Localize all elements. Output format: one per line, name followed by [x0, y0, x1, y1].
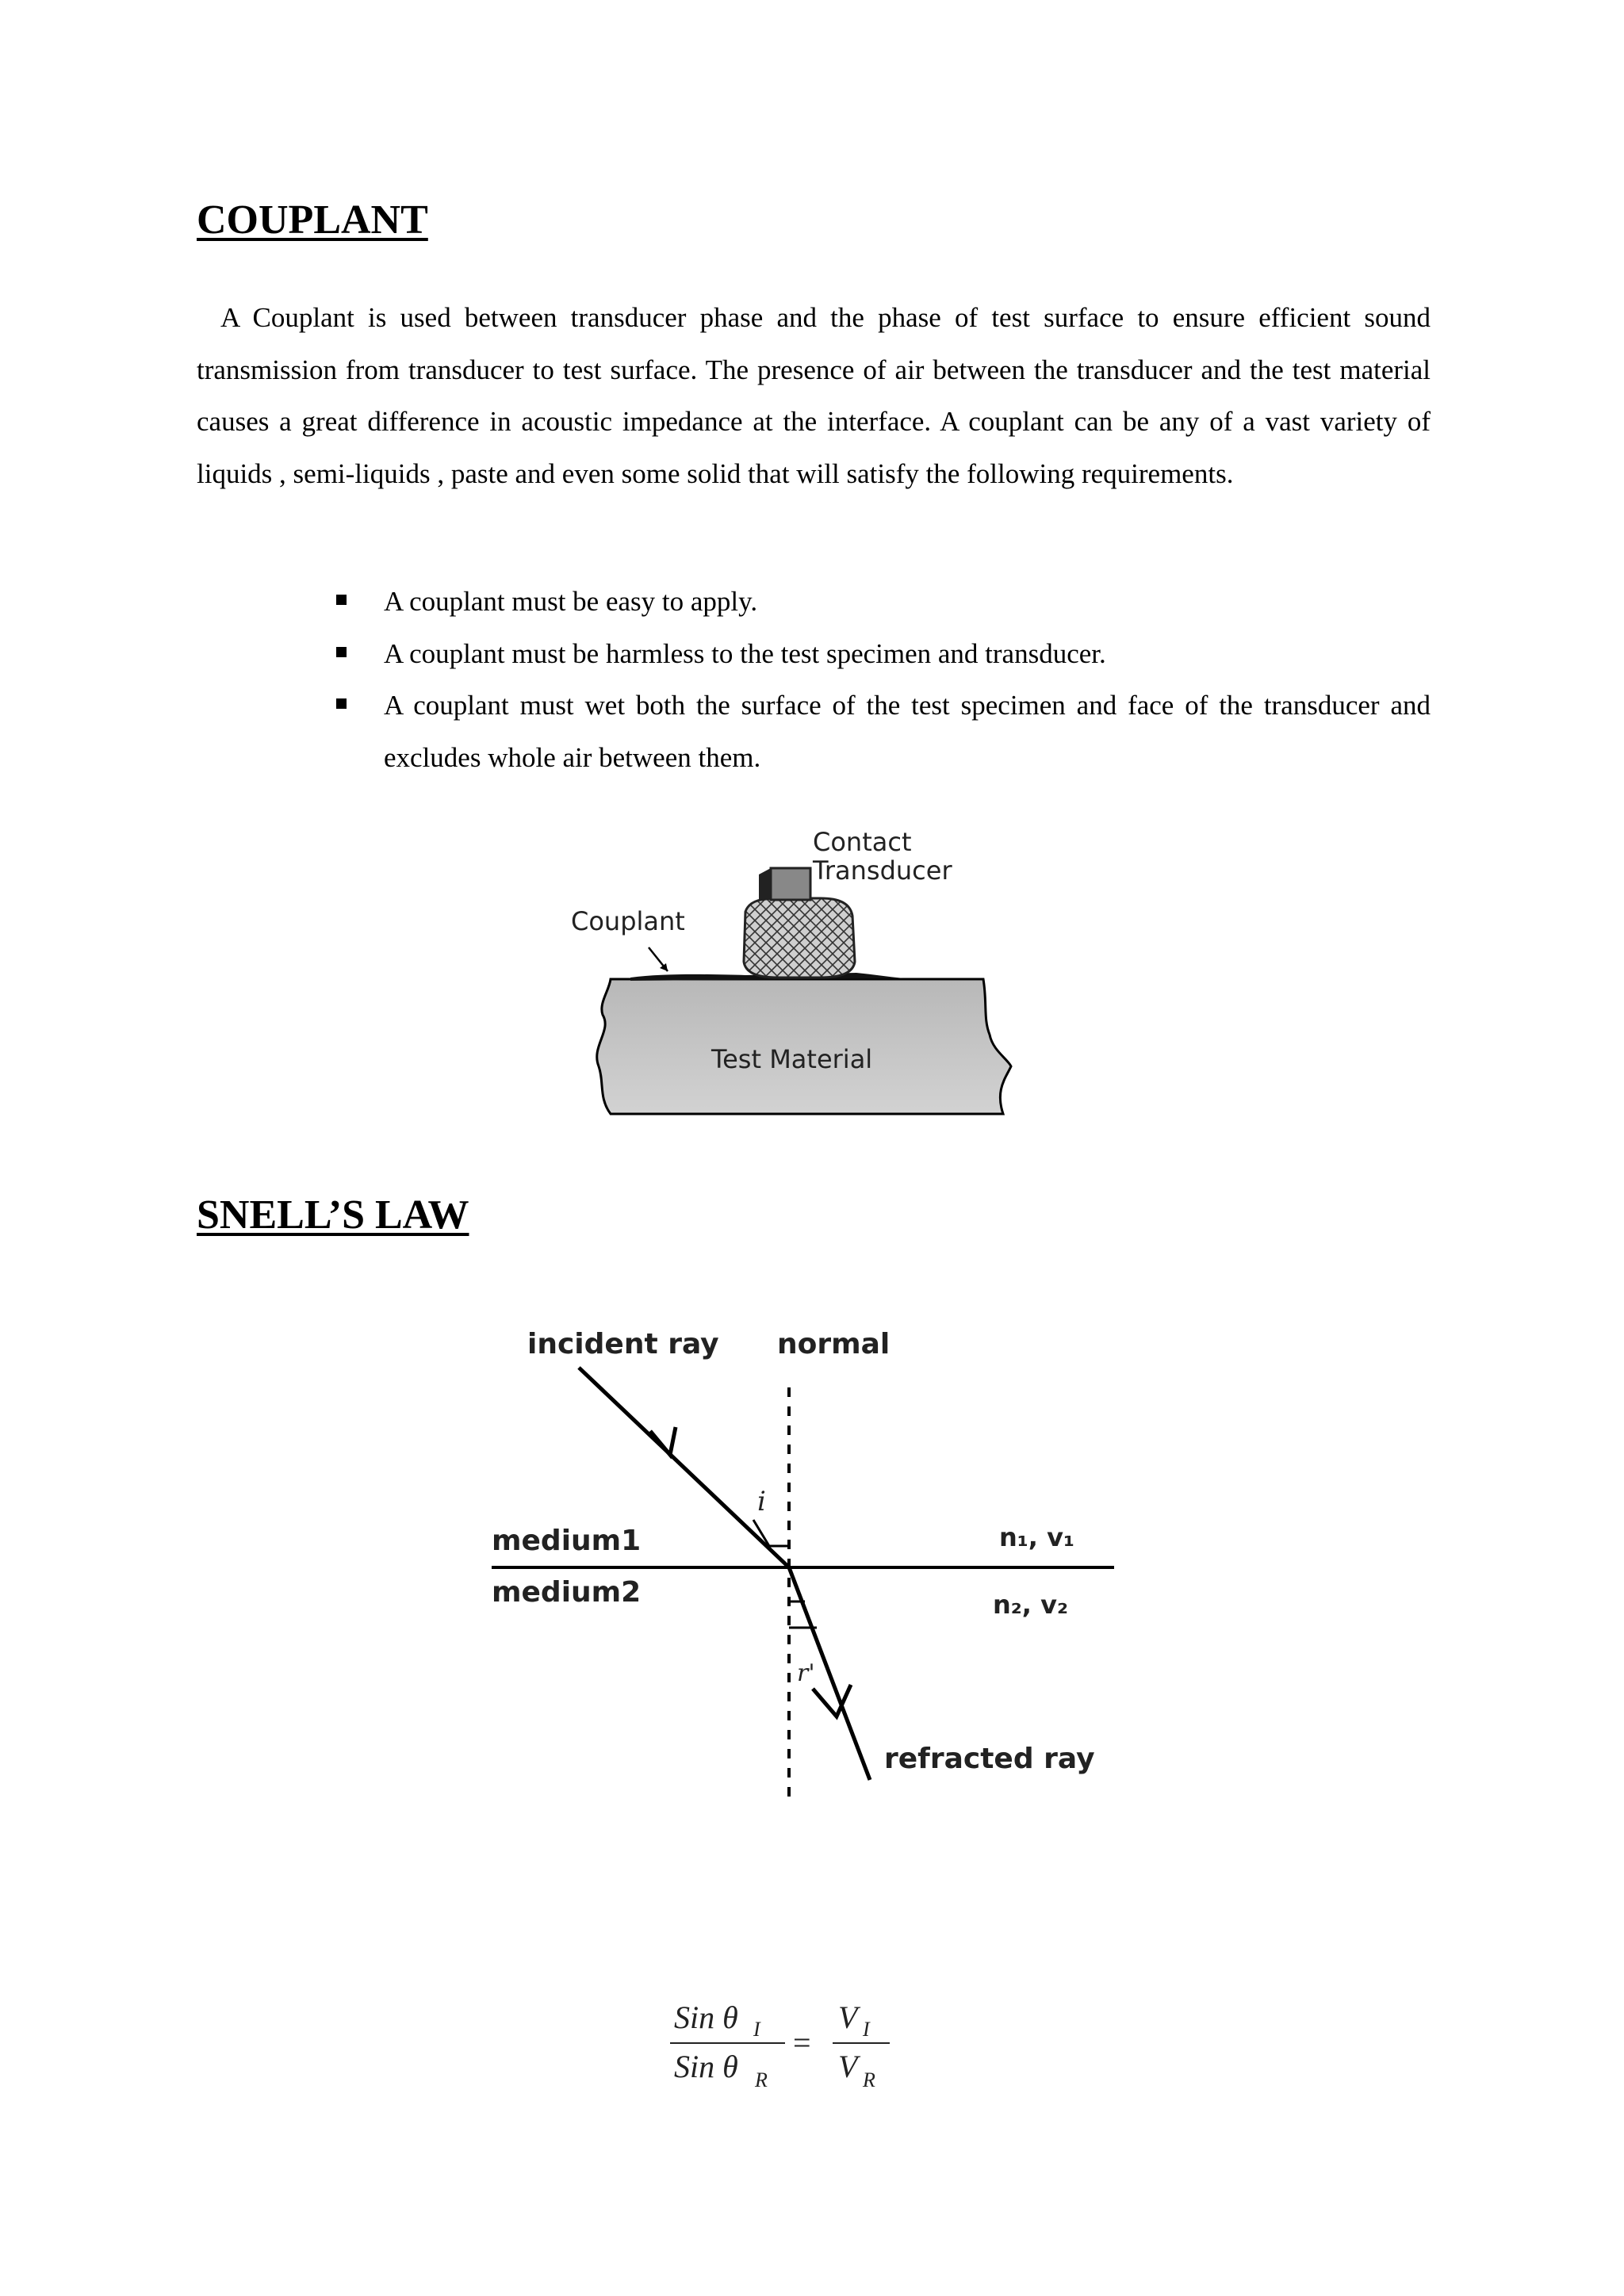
bullet-square-icon: [336, 647, 347, 657]
list-item: [333, 628, 1431, 680]
formula-equals: =: [793, 2025, 811, 2061]
test-material-label: Test Material: [711, 1044, 873, 1074]
refracted-ray-label: refracted ray: [884, 1743, 1095, 1775]
incident-ray-label: incident ray: [527, 1328, 719, 1360]
couplant-arrowhead-icon: [660, 963, 668, 971]
transducer-connector-side: [759, 868, 771, 900]
formula-numerator-right: V: [838, 1999, 858, 2035]
normal-label: normal: [777, 1328, 891, 1360]
formula-numerator-left-sub: I: [753, 2018, 760, 2041]
transducer-connector: [771, 868, 810, 900]
bullet-square-icon: [336, 595, 347, 605]
requirements-list: [333, 576, 1431, 783]
list-item-text: A couplant must wet both the surface of the test specimen and face of the transducer and excludes whole air between them.: [384, 690, 1431, 773]
transducer-label-line2: Transducer: [813, 855, 952, 886]
n2-v2-label: n₂, v₂: [993, 1590, 1068, 1620]
refraction-angle-label: r': [797, 1659, 815, 1687]
formula-numerator-right-sub: I: [863, 2018, 870, 2041]
transducer-label-line1: Contact: [813, 827, 912, 857]
medium1-label: medium1: [492, 1525, 642, 1557]
formula-denominator-left: Sin θ: [674, 2049, 738, 2084]
incidence-angle-label: i: [757, 1486, 766, 1517]
incident-angle-marker: [753, 1520, 789, 1546]
couplant-paragraph: A Couplant is used between transducer phase and the phase of test surface to ensure efficient sound transmission from transducer to test surface. The presence of air between the transducer and the test material causes a great difference in acoustic impedance at the interface. A couplant can be any of a vast variety of liquids , semi-liquids , paste and even some solid that will satisfy the following requirements.: [197, 302, 1431, 489]
list-item-text: A couplant must be easy to apply.: [384, 586, 758, 617]
n1-v1-label: n₁, v₁: [999, 1522, 1074, 1552]
list-item: [333, 679, 1431, 783]
bullet-square-icon: [336, 698, 347, 709]
formula-denominator-right-sub: R: [863, 2068, 875, 2091]
snell-diagram: [460, 1288, 1158, 1962]
couplant-heading: COUPLANT: [197, 197, 428, 243]
couplant-diagram: [555, 821, 1031, 1146]
medium2-label: medium2: [492, 1576, 642, 1609]
snell-heading: SNELL’S LAW: [197, 1192, 469, 1238]
formula-denominator-left-sub: R: [755, 2068, 768, 2091]
transducer-body: [744, 898, 855, 978]
formula-numerator-left: Sin θ: [674, 1999, 738, 2035]
couplant-label: Couplant: [571, 906, 685, 936]
formula-denominator-right: V: [838, 2049, 858, 2084]
list-item-text: A couplant must be harmless to the test specimen and transducer.: [384, 637, 1106, 669]
snell-formula: [666, 1990, 904, 2101]
list-item: [333, 576, 1431, 628]
